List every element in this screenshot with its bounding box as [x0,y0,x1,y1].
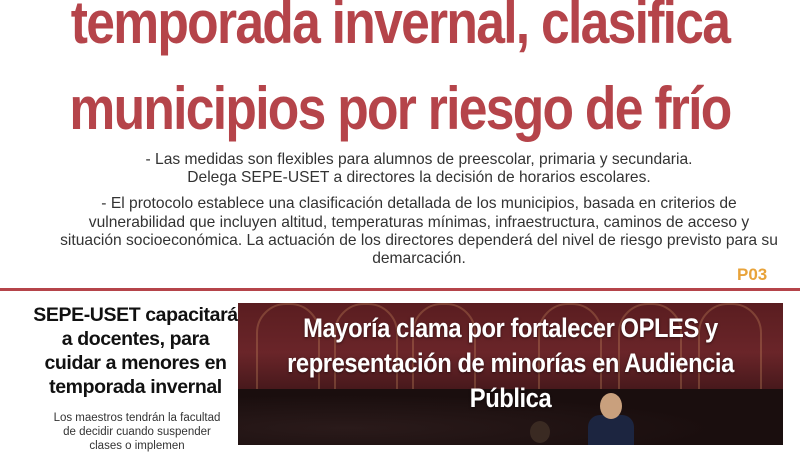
page-reference[interactable]: P03 [737,265,768,284]
side-story-headline[interactable]: SEPE-USET capacitará a docentes, para cuidar a menores en temporada invernal [33,304,238,398]
section-divider [0,288,800,291]
seated-person [520,421,560,445]
main-headline-line2: municipios por riesgo de frío [69,75,731,142]
main-headline-line1: temporada invernal, clasifica [70,0,730,56]
side-story-summary: Los maestros tendrán la facultad de decidir cuando suspender clases o implemen [53,412,221,452]
photo-story-headline[interactable]: Mayoría clama por fortalecer OPLES y representación de minorías en Audiencia Pública [287,313,734,413]
photo-story-image[interactable] [238,303,783,445]
bullet-1-line2: Delega SEPE-USET a directores la decisión de horarios escolares. [187,169,651,187]
main-story-bullets [60,151,778,276]
bullet-1-line1: - Las medidas son flexibles para alumnos de preescolar, primaria y secundaria. [145,151,693,168]
bullet-1 [60,151,778,187]
bullet-2: - El protocolo establece una clasificación detallada de los municipios, basada en criterios de vulnerabilidad que incluyen altitud, temperaturas mínimas, infraestructura, caminos de acceso y situación socioeconómica. La actuación de los directores dependerá del nivel de riesgo previsto para su demarcación. [60,195,778,268]
